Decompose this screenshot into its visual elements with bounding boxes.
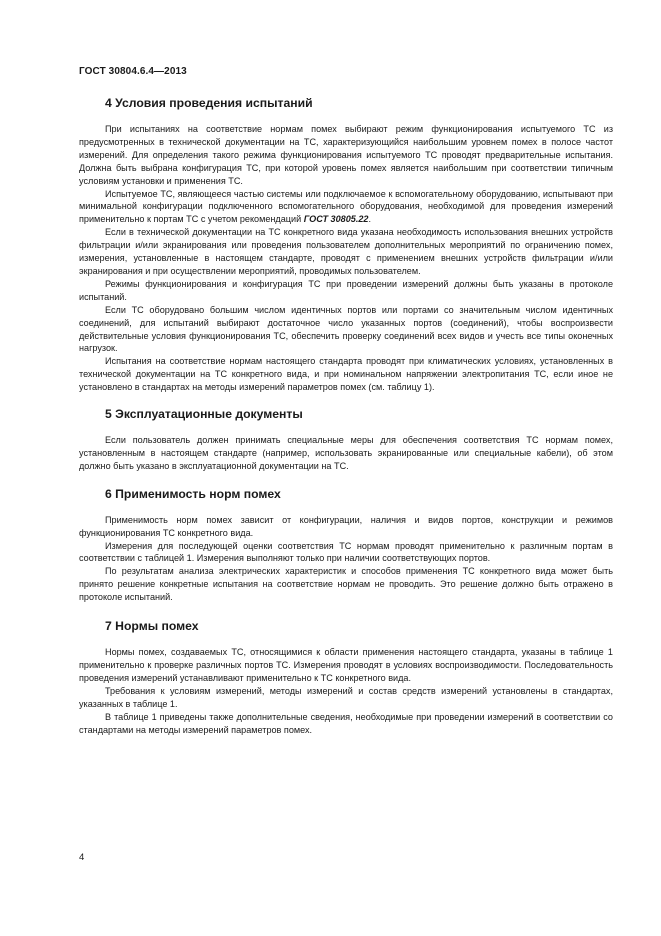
- section-title: 4 Условия проведения испытаний: [105, 96, 313, 110]
- paragraph: Если пользователь должен принимать специальные меры для обеспечения соответствия ТС нормам помех, установленным в настоящем стандарте (например, использовать экранированные или специальные кабели), об этом должно быть указано в эксплуатационной документации на ТС.: [79, 435, 613, 471]
- section-5: [79, 407, 613, 473]
- paragraph: Применимость норм помех зависит от конфигурации, наличия и видов портов, конструкции и режимов функционирования ТС конкретного вида.: [79, 514, 613, 538]
- paragraph: Требования к условиям измерений, методы измерений и состав средств измерений установлены в стандартах, указанных в таблице 1.: [79, 685, 613, 709]
- paragraph: Если в технической документации на ТС конкретного вида указана необходимость использования внешних устройств фильтрации и/или экранирования или проведения пользователем дополнительных мероприятий по ограничению помех, измерения, установленные в настоящем стандарте, проводят с применением внешних устройств фильтрации и/или экранирования и при осуществлении мероприятий, проводимых пользователем.: [79, 227, 613, 276]
- paragraph: Измерения для последующей оценки соответствия ТС нормам проводят применительно к различным портам в соответствии с таблицей 1. Измерения выполняют только при наличии соответствующих портов.: [79, 540, 613, 564]
- section-title: 7 Нормы помех: [105, 619, 199, 634]
- paragraph: Режимы функционирования и конфигурация ТС при проведении измерений должны быть указаны в протоколе испытаний.: [79, 278, 613, 302]
- section-title: 6 Применимость норм помех: [105, 486, 281, 501]
- section-4: [79, 96, 613, 394]
- section-title: 5 Эксплуатационные документы: [105, 407, 303, 422]
- page-number: 4: [79, 852, 85, 863]
- paragraph: Испытания на соответствие нормам настоящего стандарта проводят при климатических условиях, установленных в технической документации на ТС конкретного вида, и при номинальном напряжении электропитания ТС, если иное не установлено в стандартах на методы измерений параметров помех (см. таблицу 1).: [79, 356, 613, 393]
- standard-reference: ГОСТ 30805.22: [303, 214, 369, 225]
- paragraph: Испытуемое ТС, являющееся частью системы или подключаемое к вспомогательному оборудованию, испытывают при минимальной конфигурации подключенного вспомогательного оборудования, необходимой для проведения измерений применительно к портам ТС с учетом рекомендаций ГОСТ 30805.22.: [79, 188, 613, 225]
- paragraph: Нормы помех, создаваемых ТС, относящимися к области применения настоящего стандарта, указаны в таблице 1 применительно к проверке различных портов ТС. Измерения проводят в условиях воспроизводимости. Последовательность проведения измерений устанавливают применительно к ТС конкретного вида.: [79, 647, 613, 683]
- section-7: [79, 619, 613, 736]
- section-6: [79, 487, 613, 604]
- paragraph: В таблице 1 приведены также дополнительные сведения, необходимые при проведении измерений в соответствии со стандартами на методы измерений параметров помех.: [79, 711, 613, 735]
- document-code: ГОСТ 30804.6.4—2013: [79, 66, 187, 77]
- paragraph-text: Испытуемое ТС, являющееся частью системы или подключаемое к вспомогательному оборудованию, испытывают при минимальной конфигурации подключенного вспомогательного оборудования, необходимой для проведения измерений применительно к портам ТС с учетом рекомендаций: [79, 188, 613, 225]
- paragraph: При испытаниях на соответствие нормам помех выбирают режим функционирования испытуемого ТС из предусмотренных в технической документации на ТС, характеризующийся наибольшим уровнем помех в полосе частот измерений. Для определения такого режима функционирования испытуемого ТС проводят предварительные испытания. Должна быть выбрана конфигурация ТС, при которой уровень помех является наибольшим при соответствии типичным условиям установки и применения ТС.: [79, 124, 613, 186]
- paragraph: Если ТС оборудовано большим числом идентичных портов или портами со значительным числом идентичных соединений, для испытаний выбирают достаточное число указанных портов (соединений), чтобы воспроизвести действительные условия функционирования ТС, обеспечить проверку соединений всех видов и учесть все типы оконечных нагрузок.: [79, 304, 613, 354]
- page-content: [79, 96, 613, 736]
- paragraph: По результатам анализа электрических характеристик и способов применения ТС конкретного вида может быть принято решение конкретные испытания на соответствие нормам не проводить. Это решение должно быть отражено в протоколе испытаний.: [79, 566, 613, 603]
